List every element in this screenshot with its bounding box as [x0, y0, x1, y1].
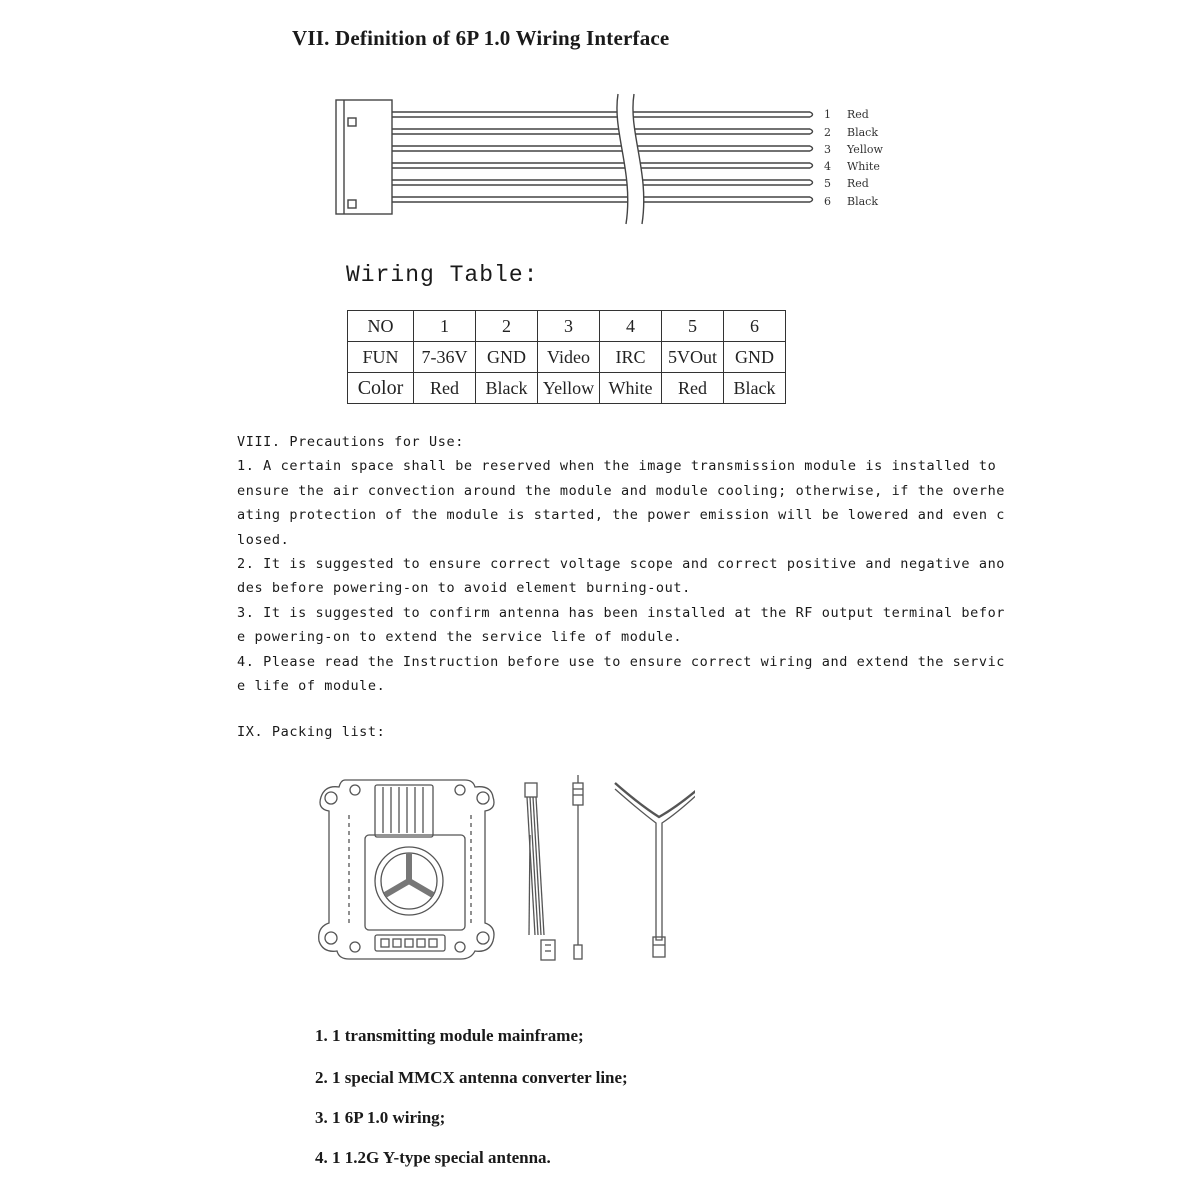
wire-5-color: Red	[847, 177, 869, 190]
table-cell: 2	[476, 311, 538, 342]
wire-3-num: 3	[824, 143, 831, 156]
wire-1	[392, 112, 813, 117]
precaution-line: e powering-on to extend the service life of module.	[237, 629, 683, 646]
mmcx-converter-line-drawing	[573, 775, 583, 959]
wire-5-num: 5	[824, 177, 831, 190]
table-cell: Color	[348, 373, 414, 404]
y-type-antenna-drawing	[615, 783, 695, 957]
wire-5	[392, 180, 813, 185]
wiring-table	[347, 310, 786, 404]
table-cell: 5	[662, 311, 724, 342]
precaution-line: 4. Please read the Instruction before use to ensure correct wiring and extend the servic	[237, 653, 1006, 670]
wire-break-mark	[617, 94, 644, 224]
table-cell: GND	[476, 342, 538, 373]
table-cell: 5VOut	[662, 342, 724, 373]
packing-list-item: 4. 1 1.2G Y-type special antenna.	[315, 1148, 551, 1167]
connector-latch-bottom	[348, 200, 356, 208]
wire-4-num: 4	[824, 160, 831, 173]
table-cell: GND	[724, 342, 786, 373]
wire-3	[392, 146, 813, 151]
wire-4	[392, 163, 813, 168]
table-cell: Red	[662, 373, 724, 404]
table-cell: 4	[600, 311, 662, 342]
precaution-line: 1. A certain space shall be reserved when the image transmission module is installed to	[237, 458, 997, 475]
table-row-no	[348, 311, 786, 342]
packing-list-title: IX. Packing list:	[237, 724, 386, 740]
table-cell: Yellow	[538, 373, 600, 404]
table-cell: 6	[724, 311, 786, 342]
wire-1-color: Red	[847, 108, 869, 121]
precautions-section	[237, 430, 1006, 698]
section-vii-title: VII. Definition of 6P 1.0 Wiring Interface	[292, 26, 670, 50]
table-cell: Black	[476, 373, 538, 404]
packing-list-item: 1. 1 transmitting module mainframe;	[315, 1026, 584, 1045]
table-cell: Video	[538, 342, 600, 373]
precaution-line: e life of module.	[237, 678, 386, 695]
wire-2-color: Black	[847, 126, 878, 139]
precaution-line: 2. It is suggested to ensure correct voltage scope and correct positive and negative ano	[237, 556, 1006, 573]
precautions-title: VIII. Precautions for Use:	[237, 434, 464, 450]
wiring-table-title: Wiring Table:	[346, 262, 539, 288]
precaution-line: des before powering-on to avoid element burning-out.	[237, 580, 691, 597]
wire-4-color: White	[847, 160, 880, 173]
wire-6-num: 6	[824, 195, 831, 208]
table-cell: White	[600, 373, 662, 404]
table-cell: 1	[414, 311, 476, 342]
wire-2	[392, 129, 813, 134]
precaution-line: losed.	[237, 531, 290, 548]
table-row-color	[348, 373, 786, 404]
precaution-line: ensure the air convection around the module and module cooling; otherwise, if the overhe	[237, 482, 1006, 499]
table-cell: Red	[414, 373, 476, 404]
wiring-connector-diagram	[330, 92, 910, 232]
table-cell: 3	[538, 311, 600, 342]
wire-3-color: Yellow	[847, 143, 883, 156]
wire-2-num: 2	[824, 126, 831, 139]
table-cell: NO	[348, 311, 414, 342]
table-cell: Black	[724, 373, 786, 404]
wire-6-color: Black	[847, 195, 878, 208]
packing-list-illustration	[315, 775, 695, 975]
packing-list-item: 3. 1 6P 1.0 wiring;	[315, 1108, 446, 1127]
table-row-fun	[348, 342, 786, 373]
wire-6	[392, 197, 813, 202]
packing-list-item: 2. 1 special MMCX antenna converter line;	[315, 1068, 628, 1087]
table-cell: 7-36V	[414, 342, 476, 373]
precaution-line: ating protection of the module is started, the power emission will be lowered and even c	[237, 507, 1006, 524]
connector-latch-top	[348, 118, 356, 126]
wiring-harness-drawing	[525, 783, 555, 960]
transmitter-module-drawing	[319, 780, 494, 959]
precaution-line: 3. It is suggested to confirm antenna has been installed at the RF output terminal befor	[237, 604, 1006, 621]
table-cell: IRC	[600, 342, 662, 373]
wire-1-num: 1	[824, 108, 831, 121]
table-cell: FUN	[348, 342, 414, 373]
